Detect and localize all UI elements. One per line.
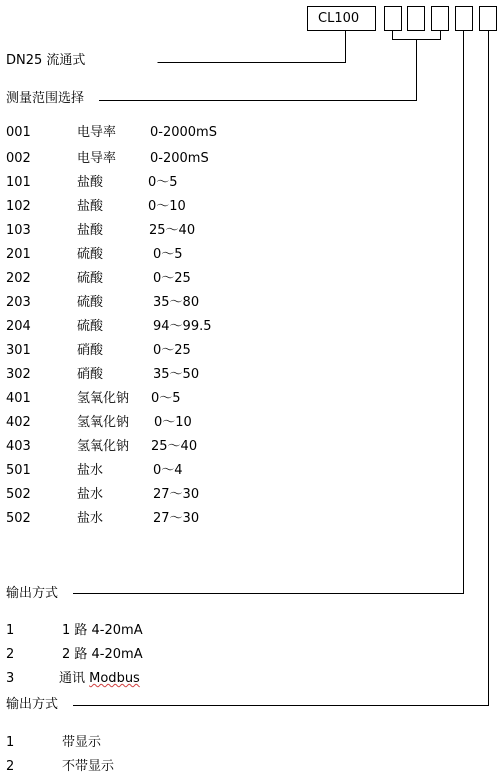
- code-box-1: [384, 6, 402, 31]
- range-code: 201: [6, 247, 31, 262]
- option-number: 1: [6, 623, 15, 638]
- range-code: 501: [6, 463, 31, 478]
- range-select-label: 测量范围选择: [6, 91, 85, 106]
- range-medium: 盐水: [77, 487, 104, 502]
- range-code: 502: [6, 511, 31, 526]
- range-medium: 硝酸: [77, 343, 104, 358]
- option-text: [59, 671, 140, 687]
- range-code: 001: [6, 125, 31, 140]
- option-text: 2 路 4-20mA: [62, 647, 143, 662]
- range-medium: 盐水: [77, 463, 104, 478]
- range-value: 27～30: [153, 487, 200, 502]
- model-label: CL100: [318, 11, 360, 26]
- range-medium: 氢氧化钠: [77, 439, 130, 454]
- range-value: 0～10: [154, 415, 192, 430]
- range-value: 0-200mS: [150, 151, 209, 166]
- range-medium: 盐酸: [77, 199, 104, 214]
- range-medium: 硫酸: [77, 271, 104, 286]
- code-box-3: [431, 6, 449, 31]
- dn25-connector: [158, 31, 346, 63]
- range-medium: 电导率: [77, 125, 117, 140]
- range-medium: 硫酸: [77, 319, 104, 334]
- range-code: 102: [6, 199, 31, 214]
- range-code: 402: [6, 415, 31, 430]
- range-code: 204: [6, 319, 31, 334]
- range-medium: 硫酸: [77, 247, 104, 262]
- range-code: 302: [6, 367, 31, 382]
- range-medium: 硝酸: [77, 367, 104, 382]
- range-code: 202: [6, 271, 31, 286]
- range-connector: [99, 40, 417, 101]
- range-value: 0～25: [153, 343, 191, 358]
- range-medium: 电导率: [77, 151, 117, 166]
- option-number: 2: [6, 759, 15, 774]
- option-text-prefix: 通讯: [59, 671, 90, 686]
- range-code: 401: [6, 391, 31, 406]
- range-code: 002: [6, 151, 31, 166]
- range-value: 0～4: [153, 463, 183, 478]
- option-text: 不带显示: [62, 759, 115, 774]
- option-number: 3: [6, 671, 15, 686]
- display-connector: [73, 31, 489, 706]
- output-title: 输出方式: [6, 586, 59, 601]
- range-value: 25～40: [149, 223, 196, 238]
- option-text: 1 路 4-20mA: [62, 623, 143, 638]
- range-value: 94～99.5: [153, 319, 212, 334]
- range-code: 403: [6, 439, 31, 454]
- range-value: 0～25: [153, 271, 191, 286]
- range-medium: 盐水: [77, 511, 104, 526]
- model-code-box: [307, 6, 376, 31]
- code-box-4: [455, 6, 473, 31]
- range-code: 101: [6, 175, 31, 190]
- range-value: 0～5: [153, 247, 183, 262]
- range-code: 502: [6, 487, 31, 502]
- range-medium: 氢氧化钠: [77, 391, 130, 406]
- range-medium: 硫酸: [77, 295, 104, 310]
- range-value: 35～50: [153, 367, 200, 382]
- option-number: 2: [6, 647, 15, 662]
- range-value: 0～5: [148, 175, 178, 190]
- option-text: 带显示: [62, 735, 102, 750]
- range-value: 35～80: [153, 295, 200, 310]
- range-medium: 氢氧化钠: [77, 415, 130, 430]
- range-value: 25～40: [151, 439, 198, 454]
- range-code: 203: [6, 295, 31, 310]
- range-value: 0～5: [151, 391, 181, 406]
- option-number: 1: [6, 735, 15, 750]
- range-value: 0-2000mS: [150, 125, 217, 140]
- range-code: 103: [6, 223, 31, 238]
- range-medium: 盐酸: [77, 223, 104, 238]
- option-text-modbus: Modbus: [89, 671, 140, 686]
- code-box-5: [479, 6, 497, 31]
- range-bracket: [393, 31, 441, 40]
- dn25-label: DN25 流通式: [6, 53, 86, 68]
- range-medium: 盐酸: [77, 175, 104, 190]
- range-value: 0～10: [148, 199, 186, 214]
- output-connector: [73, 31, 464, 594]
- code-box-2: [407, 6, 425, 31]
- range-value: 27～30: [153, 511, 200, 526]
- display-title: 输出方式: [6, 697, 59, 712]
- range-code: 301: [6, 343, 31, 358]
